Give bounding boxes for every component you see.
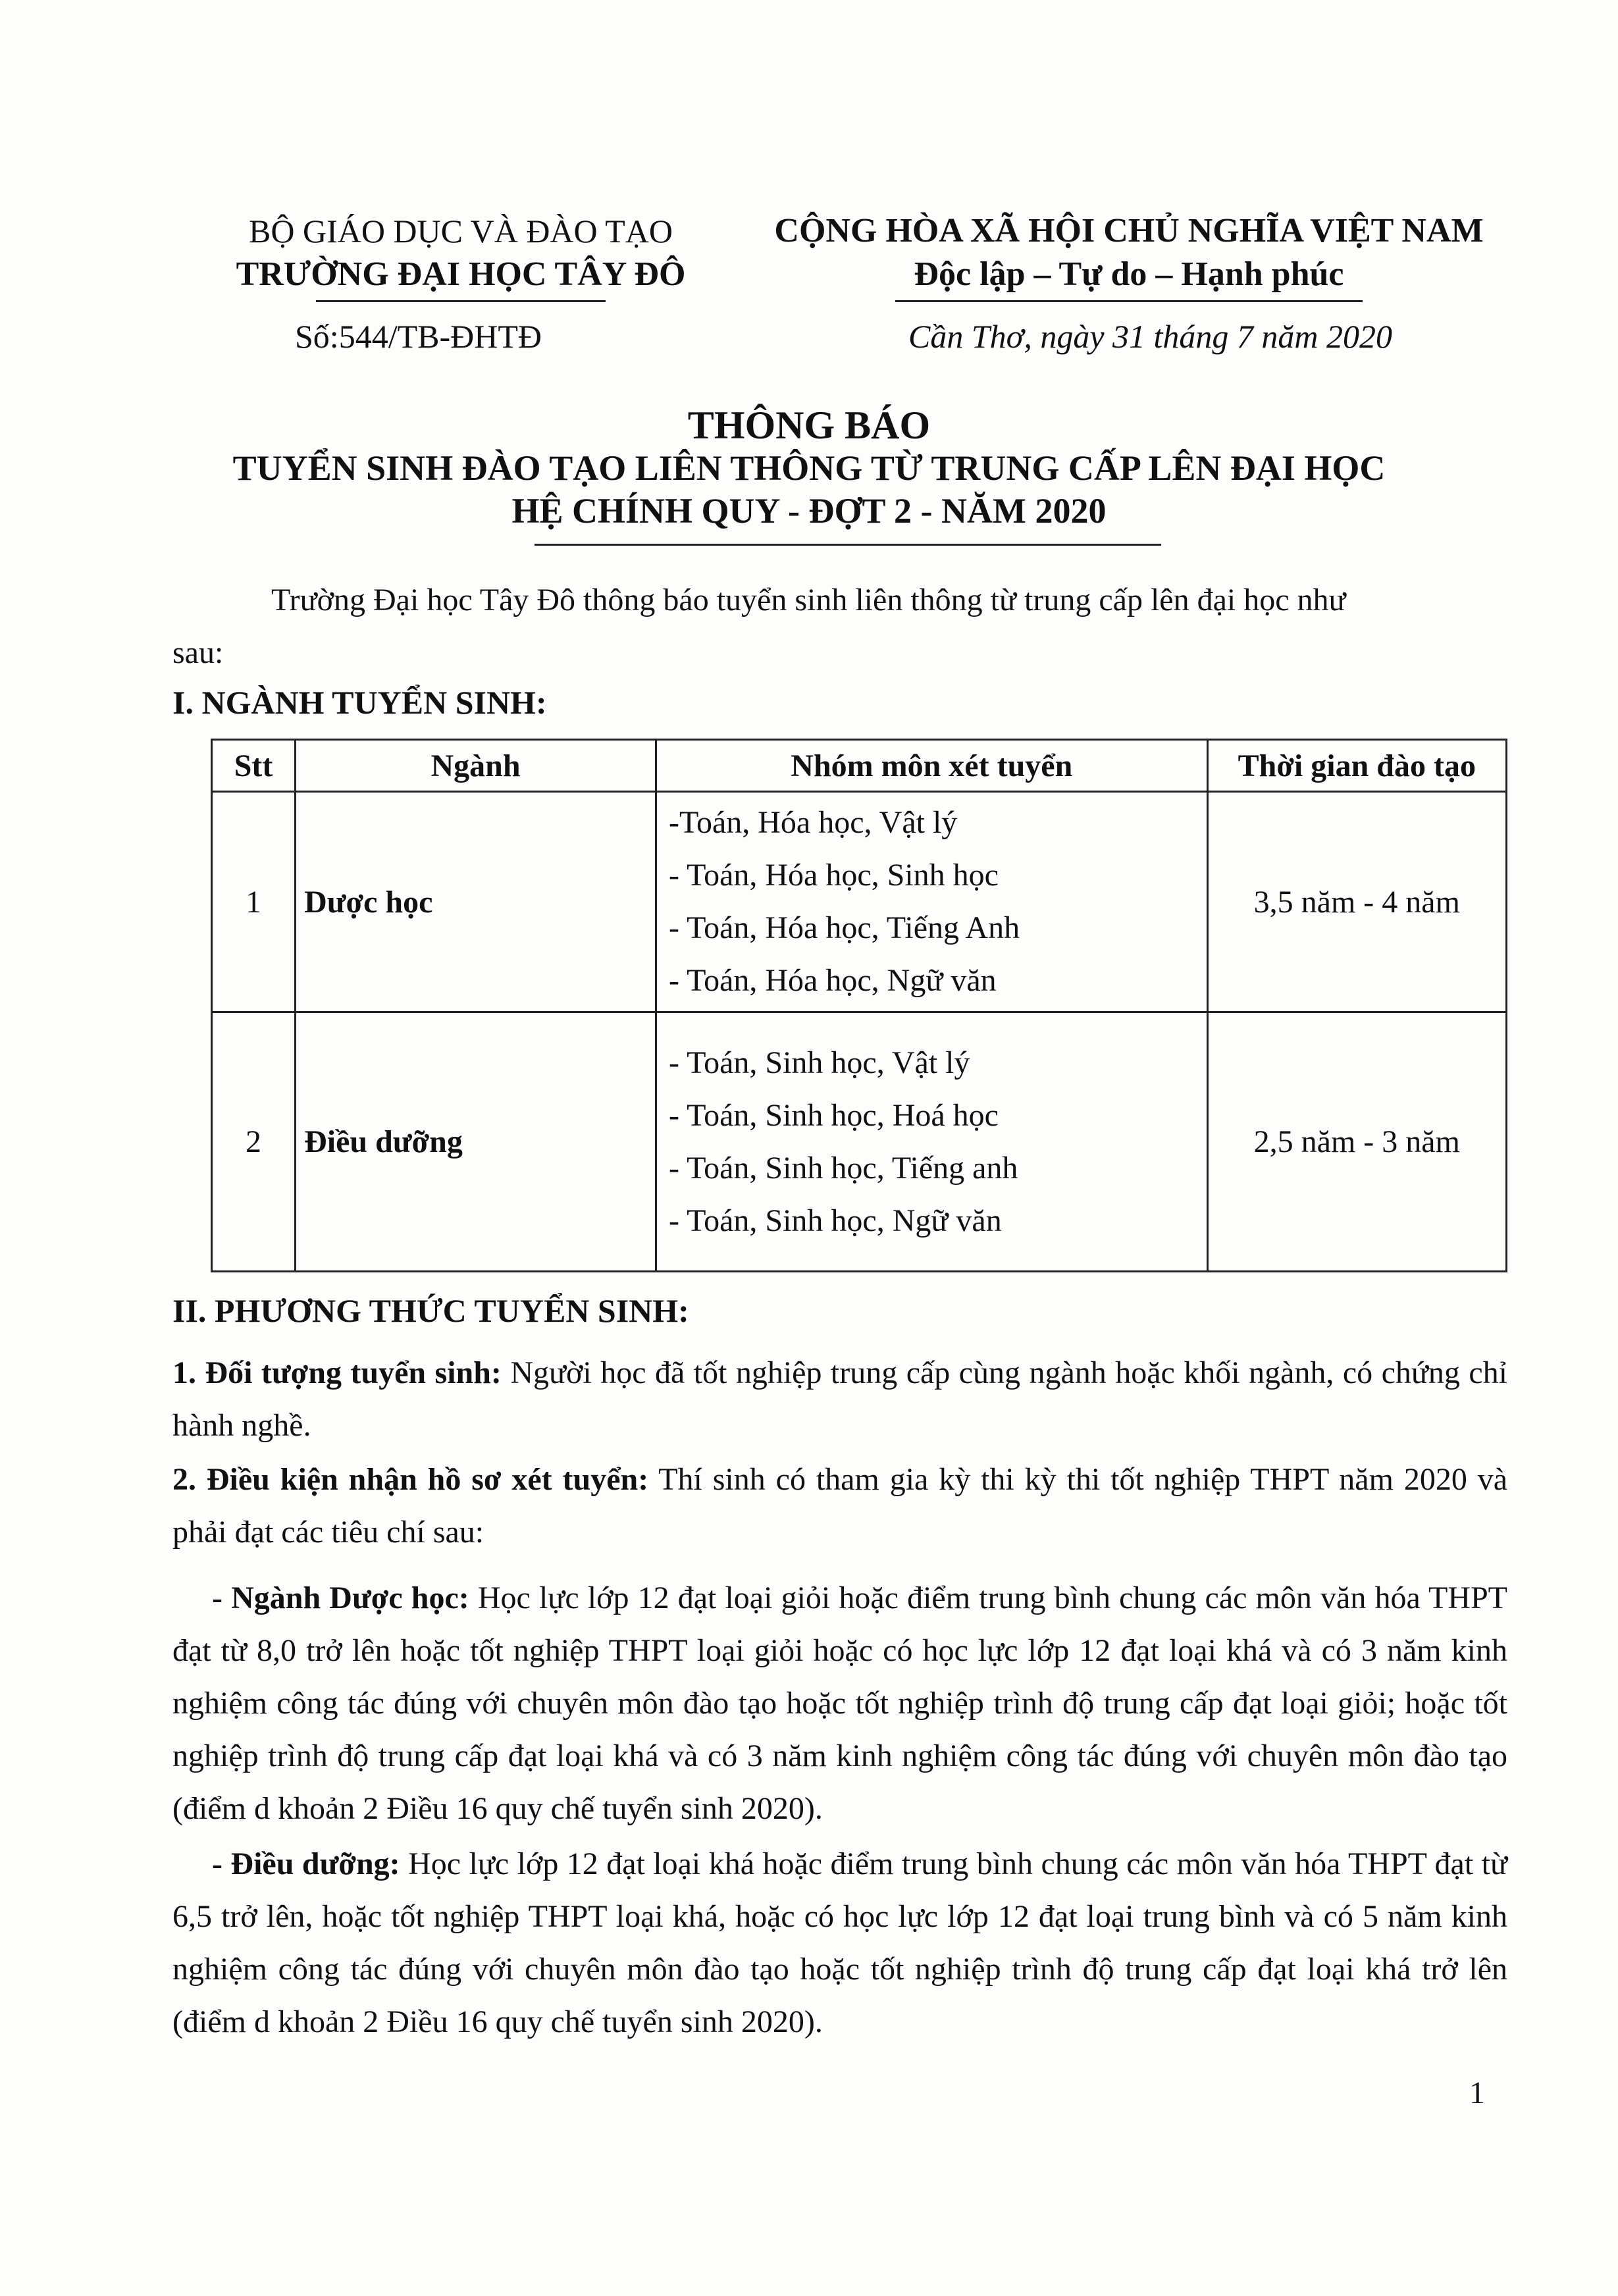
intro-line-1: Trường Đại học Tây Đô thông báo tuyển sinh liên thông từ trung cấp lên đại học như [271, 583, 1346, 617]
subject-group: -Toán, Hóa học, Vật lý [668, 805, 958, 840]
cell-nhom [656, 792, 1207, 1012]
document-number: Số:544/TB-ĐHTĐ [295, 318, 542, 355]
cell-nhom [656, 1012, 1207, 1272]
duoc-hoc-text: Học lực lớp 12 đạt loại giỏi hoặc điểm trung bình chung các môn văn hóa THPT đạt từ 8,0 trở lên hoặc tốt nghiệp THPT loại giỏi hoặc có học lực lớp 12 đạt loại khá và có 3 năm kinh nghiệm công tác đúng với chuyên môn đào tạo hoặc tốt nghiệp trình độ trung cấp đạt loại giỏi; hoặc tốt nghiệp trình độ trung cấp đạt loại khá và có 3 năm kinh nghiệm công tác đúng với chuyên môn đào tạo (điểm d khoản 2 Điều 16 quy chế tuyển sinh 2020). [172, 1580, 1508, 1826]
header-left [171, 209, 750, 302]
cell-stt: 1 [212, 792, 296, 1012]
item-2-text: Thí sinh có tham gia kỳ thi kỳ thi tốt nghiệp THPT năm 2020 và phải đạt các tiêu chí sau: [172, 1462, 1508, 1550]
cell-nganh: Điều dưỡng [296, 1012, 656, 1272]
subject-group: - Toán, Hóa học, Ngữ văn [668, 963, 997, 998]
dieu-duong-paragraph [172, 1838, 1507, 2048]
doc-title: THÔNG BÁO [687, 404, 931, 447]
intro-paragraph [172, 574, 1507, 679]
motto-underline [895, 300, 1363, 302]
col-header-thoi-gian: Thời gian đào tạo [1207, 740, 1506, 792]
col-header-stt: Stt [212, 740, 296, 792]
subject-group: - Toán, Sinh học, Ngữ văn [668, 1203, 1002, 1238]
doc-subtitle-2: HỆ CHÍNH QUY - ĐỢT 2 - NĂM 2020 [511, 491, 1107, 531]
duoc-hoc-label: - Ngành Dược học: [212, 1580, 469, 1615]
cell-thoi-gian: 2,5 năm - 3 năm [1207, 1012, 1506, 1272]
item-1-text: Người học đã tốt nghiệp trung cấp cùng ngành hoặc khối ngành, có chứng chỉ hành nghề. [172, 1355, 1507, 1443]
item-1-label: 1. Đối tượng tuyển sinh: [172, 1355, 502, 1390]
intro-line-2: sau: [172, 635, 224, 670]
subject-group: - Toán, Hóa học, Tiếng Anh [668, 910, 1020, 945]
subject-group: - Toán, Sinh học, Hoá học [668, 1097, 999, 1133]
section-1-heading: I. NGÀNH TUYỂN SINH: [172, 684, 547, 721]
table-row [212, 1012, 1507, 1272]
dieu-duong-label: - Điều dưỡng: [212, 1846, 400, 1881]
subject-group: - Toán, Sinh học, Vật lý [668, 1045, 970, 1080]
subject-group: - Toán, Hóa học, Sinh học [668, 858, 999, 893]
place-date: Cần Thơ, ngày 31 tháng 7 năm 2020 [908, 318, 1393, 355]
subject-group: - Toán, Sinh học, Tiếng anh [668, 1150, 1018, 1186]
col-header-nhom: Nhóm môn xét tuyển [656, 740, 1207, 792]
motto: Độc lập – Tự do – Hạnh phúc [914, 255, 1344, 293]
item-2-label: 2. Điều kiện nhận hồ sơ xét tuyển: [172, 1462, 649, 1497]
cell-thoi-gian: 3,5 năm - 4 năm [1207, 792, 1506, 1012]
cell-stt: 2 [212, 1012, 296, 1272]
item-2-paragraph [172, 1453, 1507, 1559]
table-row [212, 792, 1507, 1012]
cell-nganh: Dược học [296, 792, 656, 1012]
title-underline [535, 544, 1161, 546]
majors-table [211, 739, 1507, 1272]
col-header-nganh: Ngành [296, 740, 656, 792]
doc-subtitle-1: TUYỂN SINH ĐÀO TẠO LIÊN THÔNG TỪ TRUNG CẤP LÊN ĐẠI HỌC [232, 448, 1386, 488]
item-1-paragraph [172, 1347, 1507, 1452]
ministry-name: BỘ GIÁO DỤC VÀ ĐÀO TẠO [249, 213, 673, 249]
section-2-heading: II. PHƯƠNG THỨC TUYỂN SINH: [172, 1292, 689, 1329]
table-header-row [212, 740, 1507, 792]
dieu-duong-text: Học lực lớp 12 đạt loại khá hoặc điểm trung bình chung các môn văn hóa THPT đạt từ 6,5 trở lên, hoặc tốt nghiệp THPT loại khá, hoặc có học lực lớp 12 đạt loại trung bình và có 5 năm kinh nghiệm công tác đúng với chuyên môn đào tạo hoặc tốt nghiệp trình độ trung cấp đạt loại khá trở lên (điểm d khoản 2 Điều 16 quy chế tuyển sinh 2020). [172, 1846, 1507, 2039]
duoc-hoc-paragraph [172, 1572, 1507, 1835]
school-underline [316, 300, 606, 302]
school-name: TRƯỜNG ĐẠI HỌC TÂY ĐÔ [236, 255, 686, 293]
page-number: 1 [1469, 2075, 1485, 2110]
country-name: CỘNG HÒA XÃ HỘI CHỦ NGHĨA VIỆT NAM [774, 212, 1484, 249]
header-right [750, 209, 1507, 302]
